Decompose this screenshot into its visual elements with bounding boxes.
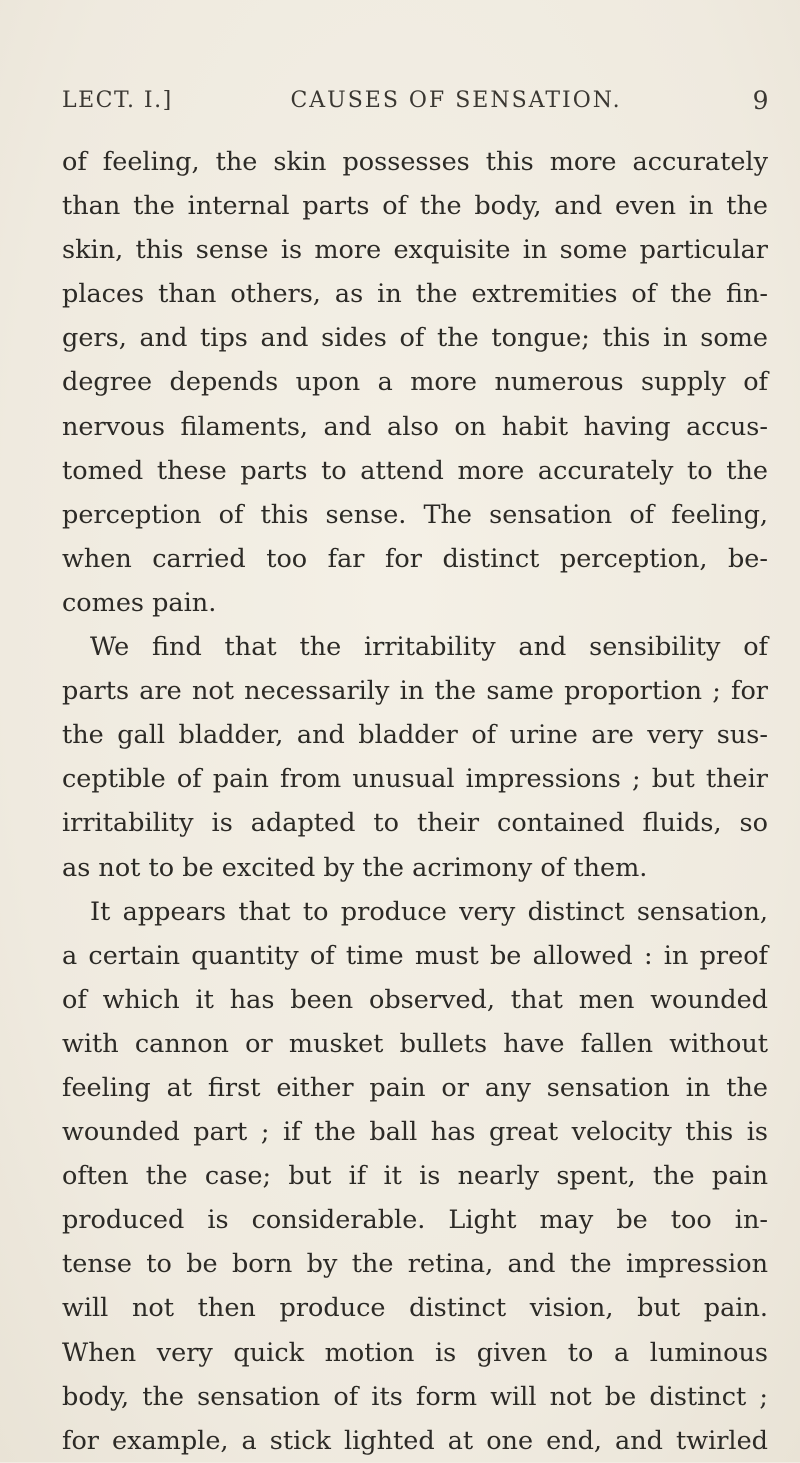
text-line: It appears that to produce very distinct sensation, bbox=[90, 896, 768, 927]
text-line: degree depends upon a more numerous supply of bbox=[62, 367, 768, 398]
text-line: parts are not necessarily in the same proportion ; for bbox=[62, 676, 768, 707]
text-line: produced is considerable. Light may be too in- bbox=[62, 1205, 768, 1236]
text-line: skin, this sense is more exquisite in some particular bbox=[62, 235, 768, 266]
text-line: feeling at first either pain or any sensation in the bbox=[62, 1072, 768, 1103]
page-title: CAUSES OF SENSATION. bbox=[290, 87, 622, 113]
text-line: as not to be excited by the acrimony of them. bbox=[62, 852, 648, 883]
text-line: We find that the irritability and sensibility of bbox=[90, 632, 768, 663]
text-line: of feeling, the skin possesses this more accurately bbox=[62, 147, 768, 177]
text-line: tomed these parts to attend more accurately to the bbox=[62, 455, 768, 486]
text-line: places than others, as in the extremities of the fin- bbox=[62, 279, 768, 310]
text-line: nervous filaments, and also on habit having accus- bbox=[62, 411, 768, 442]
text-line: the gall bladder, and bladder of urine are very sus- bbox=[62, 720, 768, 751]
text-line: than the internal parts of the body, and even in the bbox=[62, 191, 768, 222]
lecture-label: LECT. I.] bbox=[62, 87, 173, 113]
text-line: with cannon or musket bullets have fallen without bbox=[62, 1028, 768, 1059]
running-head bbox=[62, 82, 770, 118]
body-text bbox=[62, 140, 768, 1463]
text-line: wounded part ; if the ball has great velocity this is bbox=[62, 1117, 768, 1148]
text-line: perception of this sense. The sensation of feeling, bbox=[62, 499, 768, 530]
text-line: gers, and tips and sides of the tongue; this in some bbox=[62, 323, 768, 354]
text-line: body, the sensation of its form will not be distinct ; bbox=[62, 1381, 768, 1412]
text-line: for example, a stick lighted at one end, and twirled bbox=[62, 1425, 768, 1456]
text-line: tense to be born by the retina, and the impression bbox=[62, 1249, 768, 1280]
text-line: when carried too far for distinct perception, be- bbox=[62, 543, 768, 574]
text-line: often the case; but if it is nearly spent, the pain bbox=[62, 1161, 768, 1192]
text-line: a certain quantity of time must be allowed : in preof bbox=[62, 940, 768, 971]
text-line: When very quick motion is given to a luminous bbox=[62, 1337, 768, 1368]
text-line: will not then produce distinct vision, but pain. bbox=[62, 1293, 768, 1324]
text-line: ceptible of pain from unusual impressions ; but their bbox=[62, 764, 768, 795]
page-number: 9 bbox=[752, 85, 770, 115]
text-line: of which it has been observed, that men wounded bbox=[62, 984, 768, 1015]
text-line: comes pain. bbox=[62, 587, 217, 618]
text-line: irritability is adapted to their contained fluids, so bbox=[62, 808, 768, 839]
